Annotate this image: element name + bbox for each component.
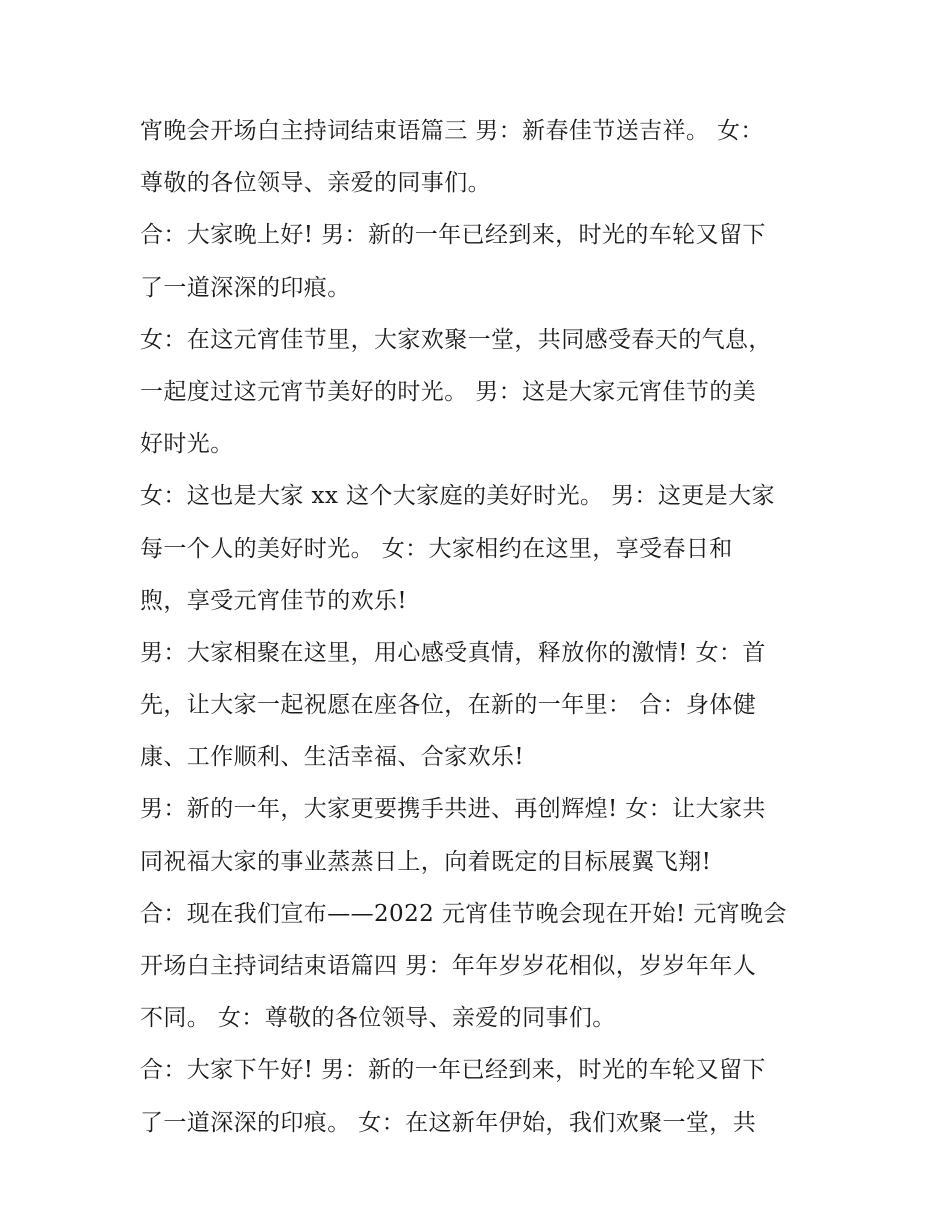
text-line-15: 同祝福大家的事业蒸蒸日上，向着既定的目标展翼飞翔!: [140, 848, 712, 875]
text-line-17: 开场白主持词结束语篇四 男：年年岁岁花相似，岁岁年年人: [140, 953, 757, 979]
document-body: [140, 105, 810, 1149]
text-line-7: 好时光。: [140, 431, 234, 458]
text-line-2: 尊敬的各位领导、亲爱的同事们。: [140, 170, 491, 197]
text-line-20: 了一道深深的印痕。 女：在这新年伊始，我们欢聚一堂，共: [140, 1109, 757, 1136]
text-line-14: 男：新的一年，大家更要携手共进、再创辉煌! 女：让大家共: [140, 796, 766, 823]
text-line-9: 每一个人的美好时光。 女：大家相约在这里，享受春日和: [140, 535, 733, 562]
text-line-3: 合：大家晚上好! 男：新的一年已经到来，时光的车轮又留下: [140, 222, 766, 249]
text-line-8: 女：这也是大家 xx 这个大家庭的美好时光。 男：这更是大家: [140, 483, 775, 510]
text-line-16: 合：现在我们宣布——2022 元宵佳节晚会现在开始! 元宵晚会: [140, 900, 787, 927]
text-line-10: 煦，享受元宵佳节的欢乐!: [140, 587, 408, 614]
text-line-12: 先，让大家一起祝愿在座各位，在新的一年里： 合：身体健: [140, 692, 757, 719]
text-line-18: 不同。 女：尊敬的各位领导、亲爱的同事们。: [140, 1005, 616, 1032]
text-line-5: 女：在这元宵佳节里，大家欢聚一堂，共同感受春天的气息，: [140, 326, 772, 353]
text-line-6: 一起度过这元宵节美好的时光。 男：这是大家元宵佳节的美: [140, 378, 757, 405]
text-line-4: 了一道深深的印痕。: [140, 274, 351, 301]
text-line-19: 合：大家下午好! 男：新的一年已经到来，时光的车轮又留下: [140, 1057, 766, 1084]
text-line-1: 宵晚会开场白主持词结束语篇三 男：新春佳节送吉祥。 女：: [140, 118, 764, 144]
text-line-11: 男：大家相聚在这里，用心感受真情，释放你的激情! 女：首: [140, 639, 766, 666]
text-line-13: 康、工作顺利、生活幸福、合家欢乐!: [140, 744, 525, 771]
